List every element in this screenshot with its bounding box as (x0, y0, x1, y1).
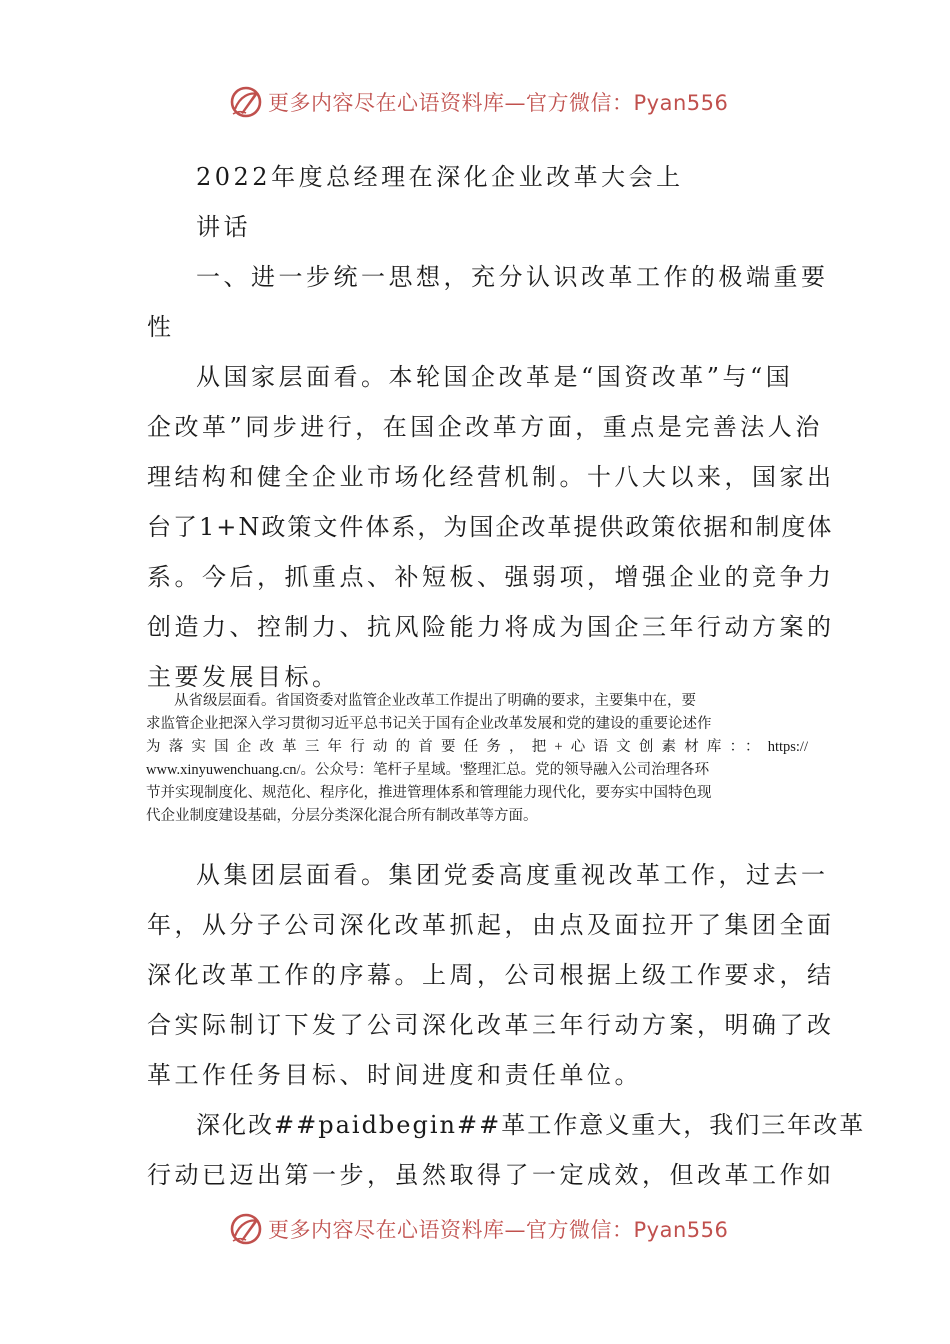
paragraph-provincial-line: 从省级层面看。省国资委对监管企业改革工作提出了明确的要求，主要集中在，要 (174, 693, 696, 709)
paragraph-provincial-line: www.xinyuwenchuang.cn/。公众号：笔杆子星域。'整理汇总。党的领导融入公司治理各环 (146, 762, 710, 778)
paragraph-national-line: 创造力、控制力、抗风险能力将成为国企三年行动方案的 (147, 613, 835, 641)
paragraph-group-line: 从集团层面看。集团党委高度重视改革工作，过去一 (196, 861, 829, 889)
paragraph-national-line: 从国家层面看。本轮国企改革是“国资改革”与“国 (196, 363, 794, 391)
paragraph-group-line: 深化改革工作的序幕。上周，公司根据上级工作要求，结 (147, 961, 835, 989)
paragraph-provincial-line: 节并实现制度化、规范化、程序化，推进管理体系和管理能力现代化，要夯实中国特色现 (146, 785, 712, 801)
paragraph-deepen-line: 深化改##paidbegin##革工作意义重大，我们三年改革 (196, 1111, 866, 1139)
paragraph-national-line: 主要发展目标。 (147, 663, 340, 691)
document-title-line-1: 2022年度总经理在深化企业改革大会上 (196, 163, 684, 191)
document-title-line-2: 讲话 (196, 213, 251, 241)
section-heading-line-2: 性 (147, 313, 175, 341)
paragraph-national-line: 系。今后，抓重点、补短板、强弱项，增强企业的竞争力 (147, 563, 835, 591)
pen-swirl-logo-icon (228, 84, 264, 120)
paragraph-group-line: 革工作任务目标、时间进度和责任单位。 (147, 1061, 642, 1089)
paragraph-deepen-line: 行动已迈出第一步，虽然取得了一定成效，但改革工作如 (147, 1161, 835, 1189)
watermark-banner-top (228, 82, 728, 122)
watermark-text: 更多内容尽在心语资料库—官方微信：Pyan556 (268, 1218, 729, 1242)
section-heading-line-1: 一、进一步统一思想，充分认识改革工作的极端重要 (196, 263, 829, 291)
paragraph-provincial (146, 690, 808, 828)
paragraph-group-line: 年，从分子公司深化改革抓起，由点及面拉开了集团全面 (147, 911, 835, 939)
paragraph-national-line: 台了1+N政策文件体系，为国企改革提供政策依据和制度体 (147, 513, 834, 541)
paragraph-provincial-line: 代企业制度建设基础，分层分类深化混合所有制改革等方面。 (146, 808, 538, 824)
paragraph-national-line: 企改革”同步进行，在国企改革方面，重点是完善法人治 (147, 413, 823, 441)
pen-swirl-logo-icon (228, 1211, 264, 1247)
watermark-text: 更多内容尽在心语资料库—官方微信：Pyan556 (268, 91, 729, 115)
paragraph-group-line: 合实际制订下发了公司深化改革三年行动方案，明确了改 (147, 1011, 835, 1039)
paragraph-provincial-line: 为落实国企改革三年行动的首要任务，把+心语文创素材库：：https:// (146, 739, 808, 755)
paragraph-provincial-line: 求监管企业把深入学习贯彻习近平总书记关于国有企业改革发展和党的建设的重要论述作 (146, 716, 712, 732)
paragraph-national-line: 理结构和健全企业市场化经营机制。十八大以来，国家出 (147, 463, 835, 491)
watermark-banner-bottom (228, 1209, 728, 1249)
